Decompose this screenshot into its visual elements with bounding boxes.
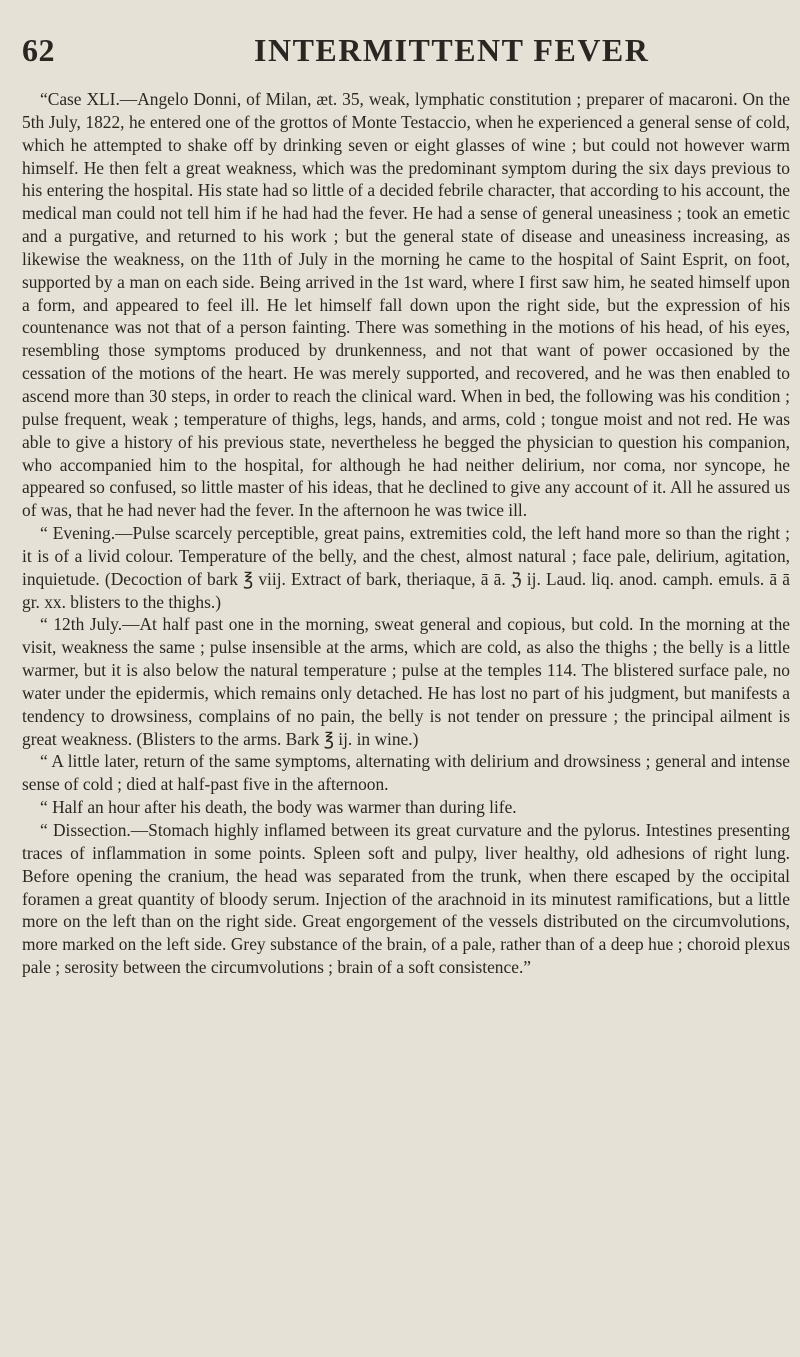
page-header bbox=[0, 30, 800, 74]
paragraph-later: “ A little later, return of the same symptoms, alternating with delirium and drowsiness ; general and intense sense of cold ; died at half-past five in the afternoon. bbox=[22, 751, 790, 795]
paragraph-case-history: “Case XLI.—Angelo Donni, of Milan, æt. 35, weak, lymphatic constitution ; preparer of macaroni. On the 5th July, 1822, he entered one of the grottos of Monte Testaccio, when he experienced a general sense of cold, which he attempted to shake off by drinking seven or eight glasses of wine ; but could not however warm himself. He then felt a great weakness, which was the predominant symptom during the six days previous to his entering the hospital. His state had so little of a decided febrile character, that according to his account, the medical man could not tell him if he had had the fever. He had a sense of general uneasiness ; took an emetic and a purgative, and returned to his work ; but the general state of disease and uneasiness increasing, as likewise the weakness, on the 11th of July in the morning he came to the hospital of Saint Esprit, on foot, supported by a man on each side. Being arrived in the 1st ward, where I first saw him, he seated himself upon a form, and appeared to feel ill. He let himself fall down upon the right side, but the expression of his countenance was not that of a person fainting. There was something in the motions of his head, of his eyes, resembling those symptoms produced by drunkenness, and not that want of power occasioned by the cessation of the motions of the heart. He was merely supported, and recovered, and he was then enabled to ascend more than 30 steps, in order to reach the clinical ward. When in bed, the following was his condition ; pulse frequent, weak ; temperature of thighs, legs, hands, and arms, cold ; tongue moist and not red. He was able to give a history of his previous state, nevertheless he begged the physician to question his companion, who accompanied him to the hospital, for although he had neither delirium, nor coma, nor syncope, he appeared so confused, so little master of his ideas, that he declined to give any account of it. All he assured us of was, that he had never had the fever. In the afternoon he was twice ill. bbox=[22, 89, 790, 521]
running-title: INTERMITTENT FEVER bbox=[254, 32, 650, 68]
paragraph-12th-july: “ 12th July.—At half past one in the morning, sweat general and copious, but cold. In the morning at the visit, weakness the same ; pulse insensible at the arms, which are cold, as also the thighs ; the belly is a little warmer, but it is also below the natural temperature ; pulse at the temples 114. The blistered surface pale, no water under the epidermis, which remains only detached. He has lost no part of his judgment, but manifests a tendency to drowsiness, complains of no pain, the belly is not tender on pressure ; the principal ailment is great weakness. (Blisters to the arms. Bark ℥ ij. in wine.) bbox=[22, 614, 790, 749]
page-number: 62 bbox=[22, 32, 55, 68]
body-text bbox=[22, 88, 790, 979]
paragraph-dissection: “ Dissection.—Stomach highly inflamed between its great curvature and the pylorus. Intestines presenting traces of inflammation in some points. Spleen soft and pulpy, liver healthy, old adhesions of right lung. Before opening the cranium, the head was separated from the trunk, when there escaped by the occipital foramen a great quantity of bloody serum. Injection of the arachnoid in its minutest ramifications, but a little more on the left than on the right side. Great engorgement of the vessels distributed on the circumvolutions, more marked on the left side. Grey substance of the brain, of a pale, rather than of a deep hue ; choroid plexus pale ; serosity between the circumvolutions ; brain of a soft consistence.” bbox=[22, 820, 790, 978]
paragraph-after-death: “ Half an hour after his death, the body was warmer than during life. bbox=[40, 797, 517, 818]
paragraph-evening: “ Evening.—Pulse scarcely perceptible, great pains, extremities cold, the left hand more so than the right ; it is of a livid colour. Temperature of the belly, and the chest, almost natural ; face pale, delirium, agitation, inquietude. (Decoction of bark ℥ viij. Extract of bark, theriaque, ā ā. ℨ ij. Laud. liq. anod. camph. emuls. ā ā gr. xx. blisters to the thighs.) bbox=[22, 523, 790, 612]
